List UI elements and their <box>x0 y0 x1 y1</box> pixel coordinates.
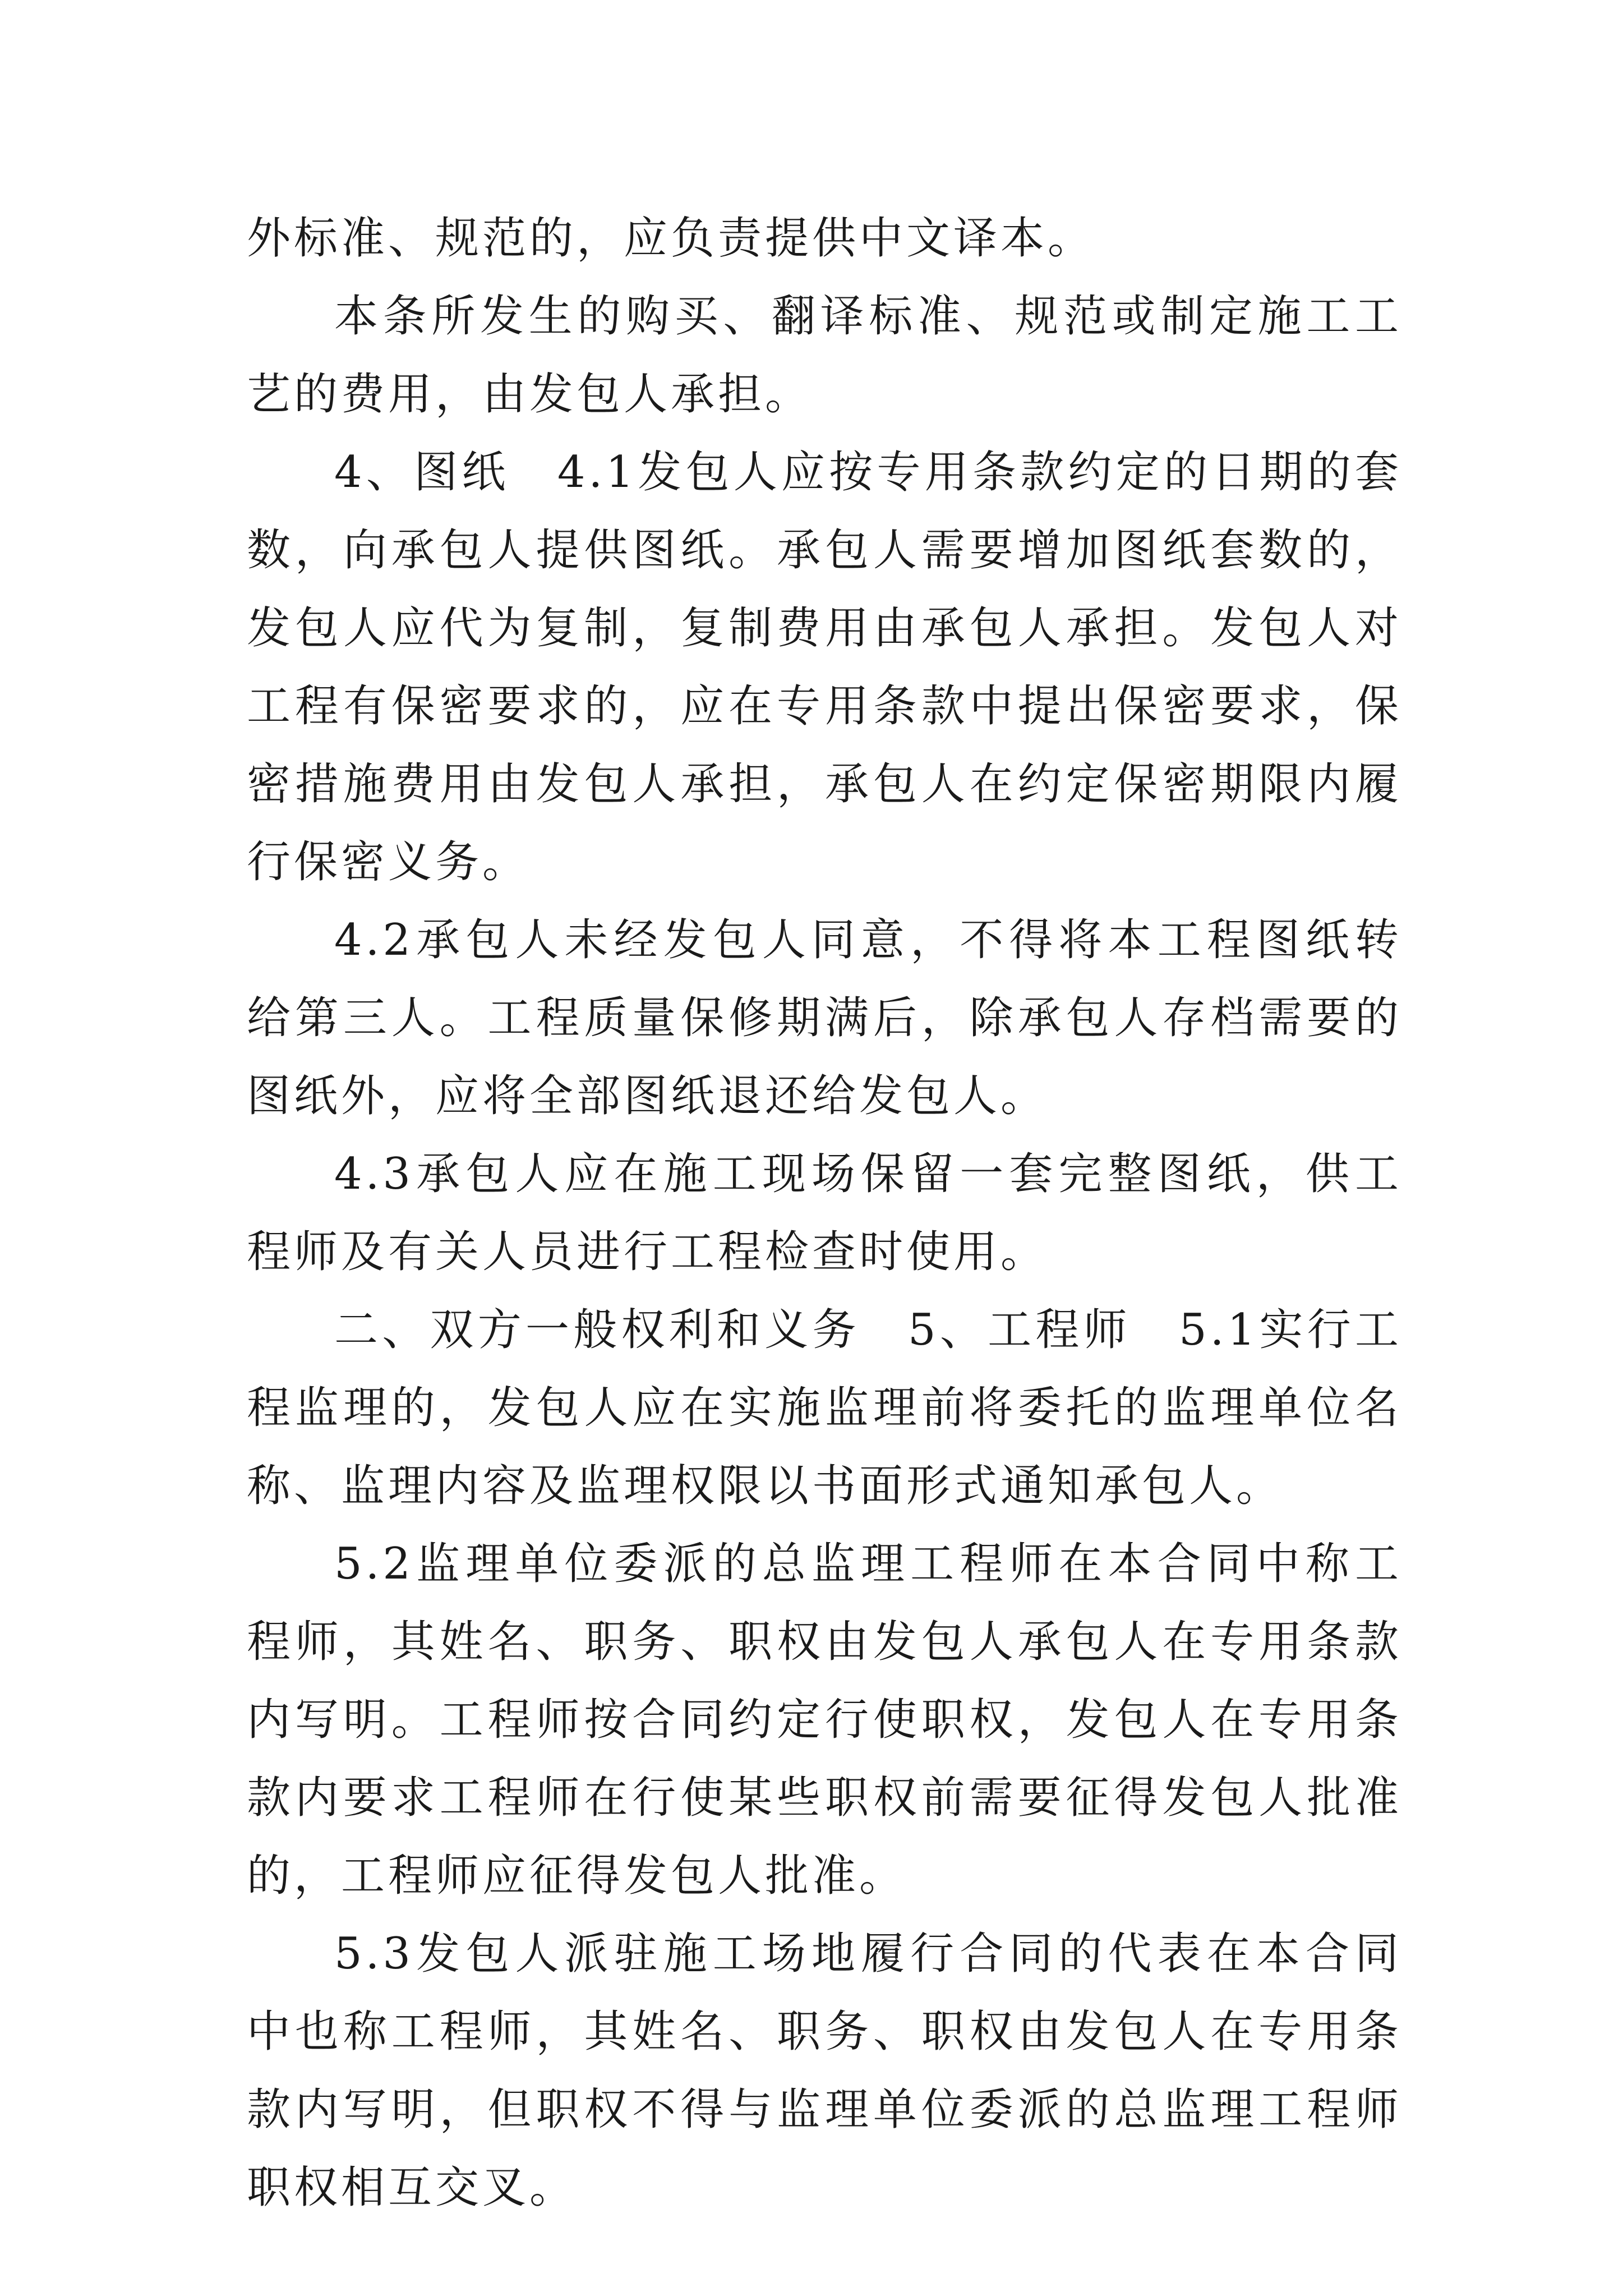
paragraph-3: 4、图纸 4.1发包人应按专用条款约定的日期的套数，向承包人提供图纸。承包人需要增加图纸套数的，发包人应代为复制，复制费用由承包人承担。发包人对工程有保密要求的，应在专用条款中提出保密要求，保密措施费用由发包人承担，承包人在约定保密期限内履行保密义务。 <box>247 447 1402 887</box>
paragraph-1: 外标准、规范的，应负责提供中文译本。 <box>247 213 1095 264</box>
paragraph-5: 4.3承包人应在施工现场保留一套完整图纸，供工程师及有关人员进行工程检查时使用。 <box>247 1149 1402 1277</box>
paragraph-2: 本条所发生的购买、翻译标准、规范或制定施工工艺的费用，由发包人承担。 <box>247 291 1402 420</box>
document-body <box>247 200 1402 2227</box>
paragraph-6: 二、双方一般权利和义务 5、工程师 5.1实行工程监理的，发包人应在实施监理前将委托的监理单位名称、监理内容及监理权限以书面形式通知承包人。 <box>247 1305 1402 1511</box>
paragraph-8: 5.3发包人派驻施工场地履行合同的代表在本合同中也称工程师，其姓名、职务、职权由发包人在专用条款内写明，但职权不得与监理单位委派的总监理工程师职权相互交叉。 <box>247 1929 1402 2213</box>
paragraph-4: 4.2承包人未经发包人同意，不得将本工程图纸转给第三人。工程质量保修期满后，除承包人存档需要的图纸外，应将全部图纸退还给发包人。 <box>247 915 1402 1121</box>
paragraph-7: 5.2监理单位委派的总监理工程师在本合同中称工程师，其姓名、职务、职权由发包人承包人在专用条款内写明。工程师按合同约定行使职权，发包人在专用条款内要求工程师在行使某些职权前需要征得发包人批准的，工程师应征得发包人批准。 <box>247 1539 1402 1901</box>
